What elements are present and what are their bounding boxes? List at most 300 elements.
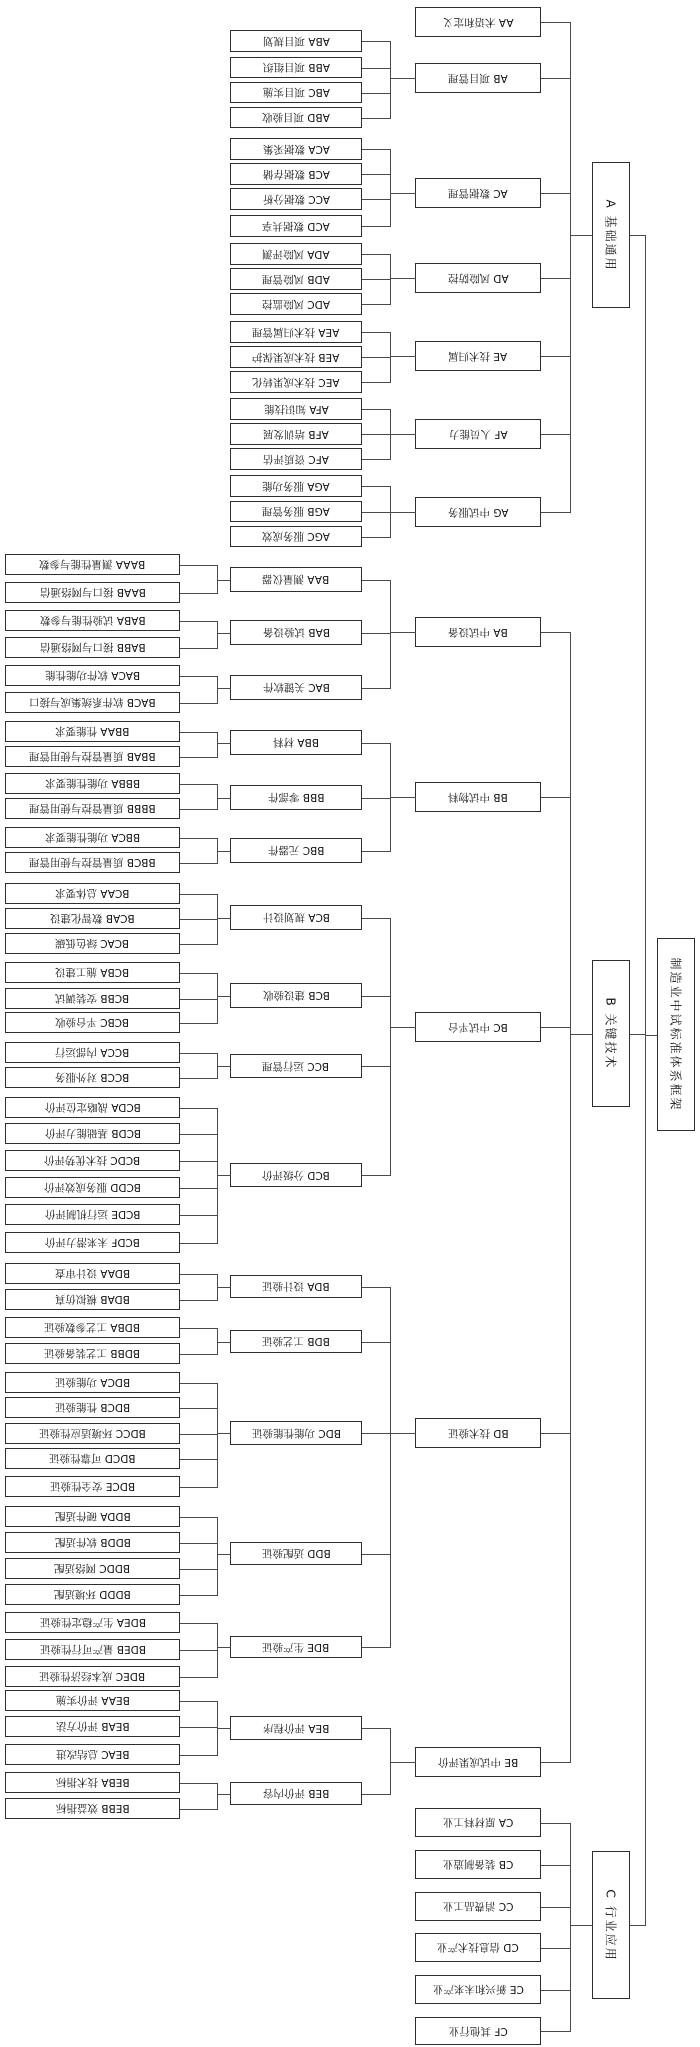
- node-BCCB: [5, 1067, 180, 1088]
- node-label-AE: AE 技术归属: [448, 349, 508, 362]
- connector-line: [180, 809, 218, 810]
- node-BABA: [5, 610, 180, 631]
- connector-line: [180, 1161, 218, 1162]
- node-BE: [415, 1747, 541, 1777]
- node-BBCA: [5, 827, 180, 848]
- connector-line: [390, 1762, 416, 1763]
- node-label-BBB: BBB 零部件: [267, 791, 325, 803]
- node-AF: [415, 419, 541, 449]
- connector-line: [390, 278, 416, 279]
- connector-line: [362, 851, 391, 852]
- connector-line: [362, 1175, 391, 1176]
- node-label-BBA: BBA 材料: [273, 736, 319, 748]
- node-label-AEB: AEB 技术成果保护: [252, 350, 340, 363]
- node-label-BEB: BEB 评价内容: [262, 1787, 330, 1799]
- node-label-BBAA: BBAA 性能要求: [55, 725, 130, 737]
- connector-line: [362, 537, 391, 538]
- connector-line: [217, 1728, 231, 1729]
- node-label-CA: CA 原材料工业: [442, 1816, 514, 1828]
- connector-line: [180, 703, 218, 704]
- node-AGA: [230, 475, 362, 497]
- connector-line: [217, 743, 231, 744]
- node-label-ADB: ADB 风险管理: [262, 272, 330, 285]
- node-BEBA: [5, 1772, 180, 1793]
- connector-line: [217, 1287, 231, 1288]
- connector-line: [217, 1517, 218, 1596]
- node-ADC: [230, 293, 362, 315]
- connector-line: [541, 2031, 571, 2032]
- node-BCDC: [5, 1150, 180, 1171]
- node-label-AC: AC 数据管理: [448, 186, 508, 199]
- connector-line: [180, 1274, 218, 1275]
- node-BEAA: [5, 1690, 180, 1711]
- connector-line: [630, 235, 646, 236]
- connector-line: [570, 632, 571, 1763]
- node-label-BEAC: BEAC 总结改进: [55, 1748, 130, 1760]
- connector-line: [217, 1342, 231, 1343]
- node-ACC: [230, 188, 362, 210]
- connector-line: [630, 1925, 646, 1926]
- node-label-BDAB: BDAB 模拟仿真: [55, 1293, 130, 1305]
- node-BBB: [230, 785, 362, 810]
- node-BDCC: [5, 1423, 180, 1444]
- node-label-BCAB: BCAB 数智化建设: [50, 912, 135, 924]
- connector-line: [180, 1215, 218, 1216]
- node-CC: [415, 1892, 541, 1921]
- node-BCDE: [5, 1204, 180, 1225]
- node-ABA: [230, 30, 362, 52]
- connector-line: [362, 1287, 391, 1288]
- node-label-BACB: BACB 软件系统集成与接口: [29, 696, 156, 708]
- connector-line: [362, 68, 391, 69]
- connector-line: [180, 1809, 218, 1810]
- node-CA: [415, 1808, 541, 1837]
- connector-line: [217, 1433, 231, 1434]
- node-BDEA: [5, 1612, 180, 1633]
- connector-line: [180, 1595, 218, 1596]
- node-label-BCBC: BCBC 平台验收: [55, 1016, 130, 1028]
- node-BCDF: [5, 1232, 180, 1253]
- connector-line: [362, 1647, 391, 1648]
- connector-line: [541, 632, 571, 633]
- node-BCAB: [5, 908, 180, 929]
- node-BCAA: [5, 883, 180, 904]
- node-BACB: [5, 692, 180, 713]
- connector-line: [180, 944, 218, 945]
- node-BCDA: [5, 1097, 180, 1118]
- connector-line: [390, 434, 416, 435]
- connector-line: [180, 1408, 218, 1409]
- connector-line: [180, 999, 218, 1000]
- node-label-BDCA: BDCA 功能验证: [54, 1376, 131, 1388]
- connector-line: [180, 1783, 218, 1784]
- connector-line: [362, 996, 391, 997]
- node-BCD: [230, 1163, 362, 1187]
- connector-line: [541, 193, 571, 194]
- node-BCDB: [5, 1123, 180, 1144]
- connector-line: [362, 580, 391, 581]
- node-label-BBCB: BBCB 质量管控与使用管理: [29, 856, 156, 868]
- node-CD: [415, 1933, 541, 1962]
- connector-line: [180, 676, 218, 677]
- connector-line: [180, 1354, 218, 1355]
- connector-line: [180, 1188, 218, 1189]
- node-label-BDCC: BDCC 环境适应性验证: [39, 1427, 146, 1439]
- node-label-ADC: ADC 风险监控: [262, 297, 330, 310]
- node-BCB: [230, 983, 362, 1008]
- node-label-BCDA: BCDA 战略定位评价: [44, 1101, 141, 1113]
- connector-line: [217, 732, 218, 758]
- connector-line: [180, 1328, 218, 1329]
- node-label-BAAB: BAAB 接口与网络通信: [39, 586, 146, 598]
- node-BCA: [230, 905, 362, 930]
- node-CB: [415, 1850, 541, 1879]
- connector-line: [362, 41, 391, 42]
- connector-line: [390, 918, 391, 1177]
- connector-line: [217, 1783, 218, 1810]
- node-BAA: [230, 567, 362, 592]
- node-BEBB: [5, 1798, 180, 1819]
- connector-line: [180, 1677, 218, 1678]
- node-AEA: [230, 321, 362, 343]
- node-CE: [415, 1975, 541, 2004]
- node-label-BAB: BAB 试验设备: [262, 626, 330, 638]
- node-label-BEAB: BEAB 评价方法: [55, 1720, 130, 1732]
- node-label-BCCB: BCCB 对外服务: [55, 1071, 130, 1083]
- node-ABD: [230, 107, 362, 128]
- connector-line: [390, 1027, 416, 1028]
- node-label-BCA: BCA 规划设计: [262, 911, 330, 923]
- connector-line: [362, 304, 391, 305]
- node-AEB: [230, 346, 362, 368]
- node-BDCB: [5, 1397, 180, 1418]
- node-BAB: [230, 620, 362, 645]
- connector-line: [180, 565, 218, 566]
- node-label-AEC: AEC 技术成果转化: [252, 375, 340, 388]
- node-BDDD: [5, 1584, 180, 1605]
- connector-line: [180, 863, 218, 864]
- node-BBC: [230, 838, 362, 863]
- connector-line: [362, 1433, 391, 1434]
- connector-line: [180, 1134, 218, 1135]
- connector-line: [217, 996, 231, 997]
- node-label-BCAC: BCAC 绿色低碳: [55, 937, 130, 949]
- node-BEB: [230, 1782, 362, 1805]
- node-BDC: [230, 1421, 362, 1445]
- connector-line: [362, 254, 391, 255]
- connector-line: [390, 41, 391, 119]
- connector-line: [541, 1948, 571, 1949]
- connector-line: [362, 93, 391, 94]
- connector-line: [362, 382, 391, 383]
- node-label-BD: BD 技术验证: [447, 1426, 509, 1439]
- node-label-AD: AD 风险防控: [447, 271, 509, 284]
- connector-line: [541, 1865, 571, 1866]
- connector-line: [541, 278, 571, 279]
- node-A: [592, 162, 630, 308]
- connector-line: [217, 1175, 231, 1176]
- node-label-BDD: BDD 适配验证: [261, 1547, 331, 1559]
- connector-line: [180, 784, 218, 785]
- node-label-BABB: BABB 接口与网络通信: [39, 641, 146, 653]
- connector-line: [362, 332, 391, 333]
- connector-line: [541, 78, 571, 79]
- node-AGB: [230, 501, 362, 522]
- connector-line: [390, 632, 416, 633]
- node-BB: [415, 782, 541, 812]
- connector-line: [180, 1053, 218, 1054]
- connector-line: [180, 1108, 218, 1109]
- node-C: [592, 1851, 630, 1999]
- node-label-BEA: BEA 评价程序: [262, 1721, 330, 1734]
- connector-line: [362, 1342, 391, 1343]
- node-BDEB: [5, 1639, 180, 1660]
- connector-line: [180, 1487, 218, 1488]
- connector-line: [217, 798, 231, 799]
- node-AA: [415, 7, 541, 37]
- node-BBA: [230, 730, 362, 755]
- node-label-BCB: BCB 建设验收: [262, 989, 330, 1001]
- node-BBAB: [5, 746, 180, 767]
- connector-line: [217, 1383, 218, 1488]
- connector-line: [362, 1728, 391, 1729]
- node-label-BDDC: BDDC 网络适配: [54, 1562, 131, 1574]
- node-label-BAAA: BAAA 测量性能与参数: [39, 558, 146, 570]
- node-label-BCAA: BCAA 总体要求: [55, 887, 130, 899]
- connector-line: [362, 918, 391, 919]
- node-AD: [415, 263, 541, 293]
- node-BACA: [5, 665, 180, 686]
- connector-line: [180, 1434, 218, 1435]
- connector-line: [180, 648, 218, 649]
- connector-line: [570, 1034, 593, 1035]
- node-AC: [415, 178, 541, 208]
- node-label-CB: CB 装备制造业: [442, 1858, 514, 1870]
- node-ABC: [230, 82, 362, 103]
- node-label-ABA: ABA 项目规划: [262, 34, 330, 47]
- node-label-ACC: ACC 数据分析: [262, 192, 330, 205]
- node-ACA: [230, 138, 362, 160]
- node-label-BCBA: BCBA 施工建设: [55, 966, 130, 978]
- node-CF: [415, 2017, 541, 2045]
- node-BC: [415, 1012, 541, 1042]
- node-label-ACB: ACB 数据存储: [262, 167, 330, 180]
- connector-line: [180, 1755, 218, 1756]
- connector-line: [362, 459, 391, 460]
- connector-line: [541, 434, 571, 435]
- connector-line: [180, 1383, 218, 1384]
- connector-line: [645, 1035, 658, 1036]
- node-BDBB: [5, 1343, 180, 1364]
- node-BCBA: [5, 962, 180, 983]
- node-label-BCCA: BCCA 内部运行: [55, 1046, 130, 1058]
- node-AG: [415, 497, 541, 527]
- node-label-ABC: ABC 项目实施: [262, 86, 330, 98]
- connector-line: [570, 1925, 593, 1926]
- node-label-BDCD: BDCD 可靠性验证: [49, 1452, 136, 1464]
- connector-line: [217, 688, 231, 689]
- node-BCDD: [5, 1177, 180, 1198]
- node-BDD: [230, 1542, 362, 1565]
- connector-line: [362, 798, 391, 799]
- node-BBAA: [5, 721, 180, 742]
- node-label-BDEA: BDEA 生产稳定性验证: [39, 1616, 146, 1628]
- node-label-BDEB: BDEB 量产可行性验证: [39, 1643, 146, 1655]
- node-label-BA: BA 中试设备: [448, 625, 508, 638]
- connector-line: [541, 797, 571, 798]
- connector-line: [390, 797, 416, 798]
- connector-line: [180, 973, 218, 974]
- node-BDCD: [5, 1448, 180, 1469]
- connector-line: [541, 1762, 571, 1763]
- node-label-BBBB: BBBB 质量管控与使用管理: [29, 802, 156, 814]
- node-BD: [415, 1418, 541, 1448]
- connector-line: [541, 22, 571, 23]
- node-label-BDBB: BDBB 工艺装备验证: [44, 1347, 141, 1359]
- connector-line: [362, 409, 391, 410]
- node-label-BCD: BCD 分级评价: [262, 1168, 330, 1181]
- node-label-C: C 行业应用: [603, 1888, 618, 1962]
- connector-line: [362, 174, 391, 175]
- node-label-AFC: AFC 资质评估: [263, 452, 329, 465]
- node-label-BBC: BBC 元器件: [267, 844, 325, 856]
- node-label-A: A 基础通用: [603, 198, 618, 272]
- node-label-B: B 关键技术: [603, 997, 618, 1070]
- connector-line: [390, 1433, 416, 1434]
- connector-line: [362, 688, 391, 689]
- node-AGC: [230, 526, 362, 547]
- connector-line: [541, 1027, 571, 1028]
- connector-line: [180, 1701, 218, 1702]
- node-ADA: [230, 243, 362, 265]
- node-label-BBAB: BBAB 质量管控与使用管理: [29, 750, 156, 762]
- node-label-ROOT: 制造业中试标准体系框架: [668, 957, 683, 1112]
- connector-line: [217, 1647, 231, 1648]
- connector-line: [217, 1328, 218, 1355]
- connector-line: [570, 22, 571, 513]
- node-label-BDDA: BDDA 硬件适配: [54, 1510, 131, 1522]
- connector-line: [180, 1078, 218, 1079]
- node-BCBB: [5, 988, 180, 1009]
- node-label-CC: CC 消费品工业: [442, 1900, 514, 1912]
- connector-line: [217, 784, 218, 810]
- node-BEAC: [5, 1744, 180, 1765]
- connector-line: [217, 973, 218, 1024]
- node-label-AG: AG 中试服务: [447, 505, 509, 518]
- node-label-BDA: BDA 设计验证: [262, 1280, 330, 1292]
- connector-line: [362, 434, 391, 435]
- connector-line: [180, 1623, 218, 1624]
- node-label-AGB: AGB 服务管理: [262, 505, 330, 517]
- node-label-BDE: BDE 生产验证: [262, 1640, 330, 1653]
- node-label-BEAA: BEAA 评价实施: [55, 1694, 130, 1706]
- node-BBCB: [5, 852, 180, 873]
- connector-line: [362, 743, 391, 744]
- node-BDDB: [5, 1532, 180, 1553]
- node-label-BDCE: BDCE 安全性验证: [49, 1480, 136, 1492]
- node-label-BDC: BDC 功能性能验证: [251, 1426, 341, 1439]
- node-label-BCDE: BCDE 运行机制评价: [44, 1208, 141, 1220]
- connector-line: [217, 1554, 231, 1555]
- node-BDB: [230, 1330, 362, 1353]
- node-BABB: [5, 637, 180, 658]
- connector-line: [570, 1823, 571, 2033]
- connector-line: [645, 235, 646, 1926]
- node-BBBA: [5, 773, 180, 794]
- node-label-BEBA: BEBA 技术指标: [55, 1776, 130, 1788]
- connector-line: [362, 149, 391, 150]
- node-label-AEA: AEA 技术归属管理: [252, 325, 340, 338]
- connector-line: [362, 633, 391, 634]
- node-label-CD: CD 信息技术产业: [437, 1941, 519, 1953]
- node-label-BCBB: BCBB 安装调试: [55, 992, 130, 1004]
- node-ROOT: [657, 938, 695, 1131]
- node-label-CF: CF 其他行业: [448, 2024, 508, 2037]
- node-label-BDDD: BDDD 环境适配: [54, 1588, 131, 1600]
- connector-line: [362, 1794, 391, 1795]
- connector-line: [362, 357, 391, 358]
- connector-line: [362, 486, 391, 487]
- node-label-BACA: BACA 软件功能性能: [44, 669, 141, 681]
- node-label-ACA: ACA 数据采集: [262, 142, 330, 155]
- node-label-AF: AF 人员能力: [448, 427, 508, 440]
- connector-line: [570, 235, 593, 236]
- connector-line: [180, 838, 218, 839]
- connector-line: [180, 1243, 218, 1244]
- node-label-BCC: BCC 运行管理: [262, 1059, 330, 1072]
- node-label-AA: AA 术语和定义: [442, 15, 514, 28]
- node-BCAC: [5, 933, 180, 954]
- node-label-BEBB: BEBB 效益指标: [55, 1802, 130, 1814]
- node-BBBB: [5, 798, 180, 819]
- node-BAAB: [5, 582, 180, 603]
- connector-line: [362, 1066, 391, 1067]
- connector-line: [180, 894, 218, 895]
- node-label-ABD: ABD 项目验收: [262, 111, 330, 123]
- connector-line: [180, 919, 218, 920]
- node-AB: [415, 63, 541, 93]
- connector-line: [362, 512, 391, 513]
- node-label-BAA: BAA 测量仪器: [262, 573, 330, 585]
- connector-line: [180, 1543, 218, 1544]
- node-label-AFB: AFB 培训发展: [263, 427, 329, 440]
- connector-line: [180, 1459, 218, 1460]
- connector-line: [180, 1300, 218, 1301]
- node-BA: [415, 617, 541, 647]
- connector-line: [362, 1554, 391, 1555]
- node-B: [592, 960, 630, 1107]
- connector-line: [180, 732, 218, 733]
- node-BCCA: [5, 1042, 180, 1063]
- connector-line: [217, 676, 218, 704]
- node-label-BDEC: BDEC 成本经济性验证: [39, 1670, 146, 1682]
- node-AFC: [230, 448, 362, 470]
- node-BDE: [230, 1636, 362, 1658]
- connector-line: [217, 1794, 231, 1795]
- connector-line: [217, 565, 218, 594]
- connector-line: [390, 356, 416, 357]
- node-BDBA: [5, 1317, 180, 1338]
- node-ACD: [230, 215, 362, 237]
- connector-line: [362, 226, 391, 227]
- node-label-BBBA: BBBA 功能性能要求: [44, 777, 141, 789]
- connector-line: [390, 1287, 391, 1649]
- connector-line: [362, 279, 391, 280]
- node-AEC: [230, 371, 362, 393]
- node-label-BCDF: BCDF 未来潜力评价: [45, 1236, 140, 1248]
- connector-line: [362, 118, 391, 119]
- node-BAAA: [5, 554, 180, 575]
